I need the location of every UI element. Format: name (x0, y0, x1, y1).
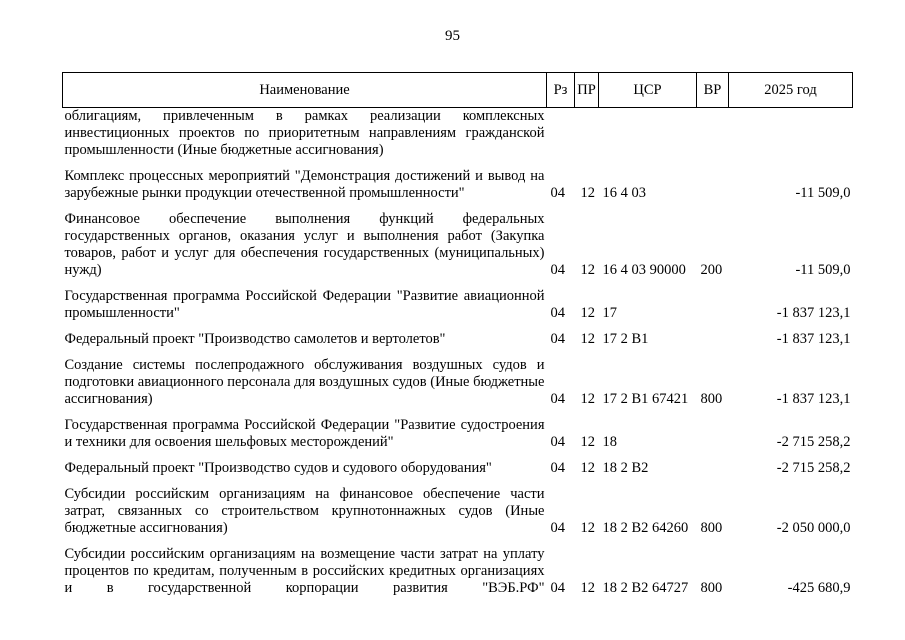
row-pr (575, 108, 599, 164)
row-rz (547, 108, 575, 164)
row-name: Субсидии российским организациям на финансовое обеспечение части затрат, связанных со строительством крупнотоннажных судов (Иные бюджетные ассигнования) (64, 486, 545, 536)
row-name: облигациям, привлеченным в рамках реализации комплексных инвестиционных проектов по приоритетным направлениям гражданской промышленности (Иные бюджетные ассигнования) (64, 108, 545, 158)
row-vr: 200 (700, 262, 723, 278)
header-rz: Рз (547, 73, 575, 108)
table-row (63, 541, 853, 601)
row-csr: 18 (602, 434, 617, 450)
table-row (63, 352, 853, 412)
row-name: Создание системы послепродажного обслуживания воздушных судов и подготовки авиационного персонала для воздушных судов (Иные бюджетные ассигнования) (64, 357, 545, 407)
row-amount: -2 050 000,0 (776, 520, 851, 536)
row-rz: 04 (550, 391, 565, 407)
row-amount: -1 837 123,1 (776, 305, 851, 321)
row-amount (729, 108, 853, 164)
table-row (63, 481, 853, 541)
header-year: 2025 год (729, 73, 853, 108)
row-amount: -11 509,0 (795, 185, 851, 201)
row-pr: 12 (580, 520, 595, 536)
row-pr: 12 (580, 460, 595, 476)
row-name: Федеральный проект "Производство судов и судового оборудования" (64, 460, 492, 476)
row-csr: 18 2 В2 64727 (602, 580, 689, 596)
table-row (63, 455, 853, 481)
row-csr (599, 108, 697, 164)
row-vr (697, 412, 729, 455)
table-row (63, 108, 853, 164)
row-pr: 12 (580, 185, 595, 201)
row-csr: 17 2 В1 67421 (602, 391, 689, 407)
row-pr: 12 (580, 580, 595, 596)
row-amount: -2 715 258,2 (776, 434, 851, 450)
table-row (63, 206, 853, 283)
budget-table (62, 72, 853, 601)
table-header-row (63, 73, 853, 108)
row-csr: 18 2 В2 (602, 460, 649, 476)
row-vr (697, 108, 729, 164)
row-name: Финансовое обеспечение выполнения функций федеральных государственных органов, оказания услуг и выполнения работ (Закупка товаров, работ и услуг для обеспечения государственных (муниципальных) нужд) (64, 211, 545, 278)
header-name: Наименование (63, 73, 547, 108)
row-rz: 04 (550, 520, 565, 536)
row-pr: 12 (580, 391, 595, 407)
row-vr: 800 (700, 580, 723, 596)
row-pr: 12 (580, 331, 595, 347)
row-rz: 04 (550, 460, 565, 476)
row-vr: 800 (700, 391, 723, 407)
row-csr: 18 2 В2 64260 (602, 520, 689, 536)
row-csr: 17 (602, 305, 617, 321)
row-vr (697, 455, 729, 481)
header-csr: ЦСР (599, 73, 697, 108)
row-rz: 04 (550, 262, 565, 278)
header-pr: ПР (575, 73, 599, 108)
row-pr: 12 (580, 434, 595, 450)
row-amount: -1 837 123,1 (776, 331, 851, 347)
row-amount: -425 680,9 (787, 580, 851, 596)
row-vr: 800 (700, 520, 723, 536)
row-name: Субсидии российским организациям на возмещение части затрат на уплату процентов по кредитам, полученным в российских кредитных организациях и в государственной корпорации развития "ВЭБ.РФ" (64, 546, 545, 596)
row-name: Государственная программа Российской Федерации "Развитие авиационной промышленности" (64, 288, 545, 321)
row-rz: 04 (550, 185, 565, 201)
row-rz: 04 (550, 434, 565, 450)
row-pr: 12 (580, 305, 595, 321)
table-row (63, 283, 853, 326)
row-rz: 04 (550, 305, 565, 321)
table-row (63, 163, 853, 206)
row-pr: 12 (580, 262, 595, 278)
row-name: Государственная программа Российской Федерации "Развитие судостроения и техники для освоения шельфовых месторождений" (64, 417, 545, 450)
row-rz: 04 (550, 580, 565, 596)
row-amount: -1 837 123,1 (776, 391, 851, 407)
header-vr: ВР (697, 73, 729, 108)
table-row (63, 326, 853, 352)
row-vr (697, 326, 729, 352)
row-name: Федеральный проект "Производство самолетов и вертолетов" (64, 331, 446, 347)
row-csr: 17 2 В1 (602, 331, 649, 347)
table-row (63, 412, 853, 455)
row-amount: -11 509,0 (795, 262, 851, 278)
row-csr: 16 4 03 (602, 185, 646, 201)
row-csr: 16 4 03 90000 (602, 262, 686, 278)
row-name: Комплекс процессных мероприятий "Демонстрация достижений и вывод на зарубежные рынки продукции отечественной промышленности" (64, 168, 545, 201)
page-number: 95 (445, 28, 460, 44)
row-vr (697, 163, 729, 206)
row-rz: 04 (550, 331, 565, 347)
row-vr (697, 283, 729, 326)
row-amount: -2 715 258,2 (776, 460, 851, 476)
